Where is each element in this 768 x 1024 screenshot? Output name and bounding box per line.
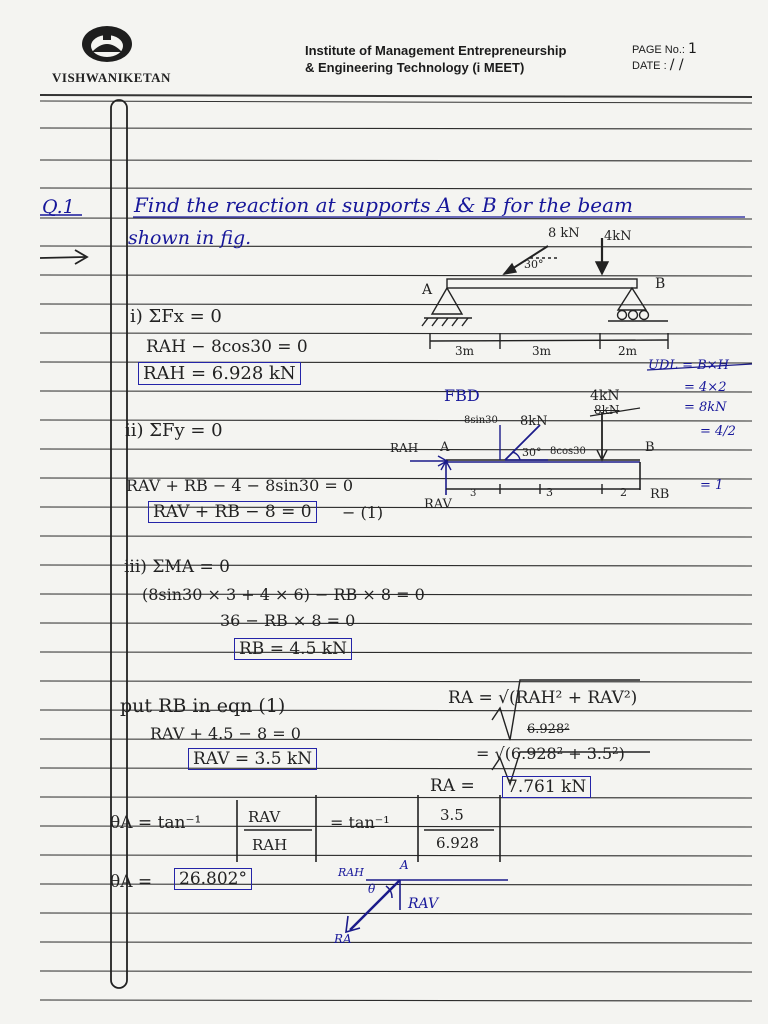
- date-label: DATE :: [632, 60, 667, 72]
- fbd-a: A: [440, 440, 450, 455]
- udl-line-3: = 8kN: [684, 400, 727, 415]
- fig-support-b: B: [655, 276, 666, 292]
- logo-text: VISHWANIKETAN: [52, 70, 171, 85]
- ra-result: 7.761 kN: [502, 776, 591, 798]
- page-meta: [632, 42, 697, 74]
- fig-load-8kn: 8 kN: [548, 226, 580, 241]
- fig-load-4kn: 4kN: [604, 229, 632, 244]
- fbd-load-8kn-struck: 8kN: [594, 403, 620, 417]
- ra-eq2: = √(6.928² + 3.5²): [476, 744, 625, 763]
- step1-eq: RAH − 8cos30 = 0: [146, 337, 308, 357]
- step3-eq2: 36 − RB × 8 = 0: [220, 611, 356, 630]
- theta-eq-mid: = tan⁻¹: [330, 813, 390, 832]
- ra-eq1: RA = √(RAH² + RAV²): [448, 688, 638, 708]
- udl-line-4: = 4/2: [700, 424, 736, 439]
- fbd-d2: 3: [546, 486, 553, 499]
- step3-heading: iii) ΣMA = 0: [124, 557, 230, 577]
- header-rule-2: [40, 101, 752, 103]
- theta-den-2: 6.928: [436, 834, 479, 852]
- sketch-rah: RAH: [338, 866, 364, 879]
- fbd-rav: RAV: [424, 497, 452, 512]
- theta-num-2: 3.5: [440, 806, 464, 824]
- fbd-b: B: [645, 440, 655, 455]
- beam-figure: [422, 238, 668, 349]
- theta-eq-left: θA = tan⁻¹: [110, 813, 202, 833]
- fig-angle: 30°: [524, 258, 544, 271]
- fbd-sin-label: 8sin30: [464, 415, 498, 426]
- theta-result: 26.802°: [174, 868, 252, 890]
- udl-line-5: = 1: [700, 478, 724, 493]
- fbd-label: FBD: [444, 386, 480, 405]
- step4-eq: RAV + 4.5 − 8 = 0: [150, 724, 301, 743]
- step2-tag: − (1): [342, 503, 384, 522]
- date-value: / /: [669, 57, 684, 73]
- fbd-angle: 30°: [522, 446, 542, 459]
- theta-den: RAH: [252, 836, 288, 854]
- fbd-d1: 3: [470, 488, 477, 499]
- step1-heading: i) ΣFx = 0: [130, 306, 222, 327]
- theta-label: θA =: [110, 872, 153, 892]
- institute-name: [305, 42, 566, 76]
- fbd-load-8kn: 8kN: [520, 414, 548, 429]
- fbd-d3: 2: [620, 486, 627, 499]
- institute-line-2: & Engineering Technology (i MEET): [305, 60, 525, 75]
- step2-heading: ii) ΣFy = 0: [125, 420, 223, 441]
- question-line-2: shown in fig.: [128, 227, 252, 249]
- fbd-rb: RB: [650, 487, 670, 502]
- question-number: Q.1: [42, 196, 75, 218]
- sketch-theta: θ: [368, 882, 376, 896]
- fig-dim-3: 2m: [618, 344, 638, 358]
- page-value: 1: [688, 41, 697, 57]
- fig-dim-1: 3m: [455, 344, 475, 358]
- step2-result: RAV + RB − 8 = 0: [148, 501, 317, 523]
- fbd-rah: RAH: [390, 441, 419, 455]
- step4-heading: put RB in eqn (1): [120, 695, 286, 717]
- step1-result: RAH = 6.928 kN: [138, 362, 301, 385]
- fbd-load-4kn: 4kN: [590, 388, 620, 404]
- page-header: [0, 0, 768, 95]
- step3-eq1: (8sin30 × 3 + 4 × 6) − RB × 8 = 0: [142, 585, 425, 604]
- udl-line-2: = 4×2: [684, 380, 727, 395]
- page-label: PAGE No.:: [632, 44, 685, 56]
- step4-result: RAV = 3.5 kN: [188, 748, 317, 770]
- step2-eq: RAV + RB − 4 − 8sin30 = 0: [126, 476, 354, 495]
- sketch-ra: RA: [334, 932, 352, 946]
- institute-line-1: Institute of Management Entrepreneurship: [305, 43, 567, 58]
- fbd-cos-label: 8cos30: [550, 446, 586, 457]
- fig-support-a: A: [422, 282, 433, 298]
- sketch-a: A: [400, 858, 409, 872]
- theta-num: RAV: [248, 808, 281, 826]
- question-line-1: Find the reaction at supports A & B for the beam: [134, 193, 634, 217]
- udl-line-1: UDL = B×H: [648, 358, 729, 373]
- step3-result: RB = 4.5 kN: [234, 638, 352, 660]
- fig-dim-2: 3m: [532, 344, 552, 358]
- ra-struck: 6.928²: [527, 722, 570, 737]
- sketch-rav: RAV: [408, 896, 439, 912]
- ra-label: RA =: [430, 776, 475, 796]
- header-rule: [40, 95, 752, 97]
